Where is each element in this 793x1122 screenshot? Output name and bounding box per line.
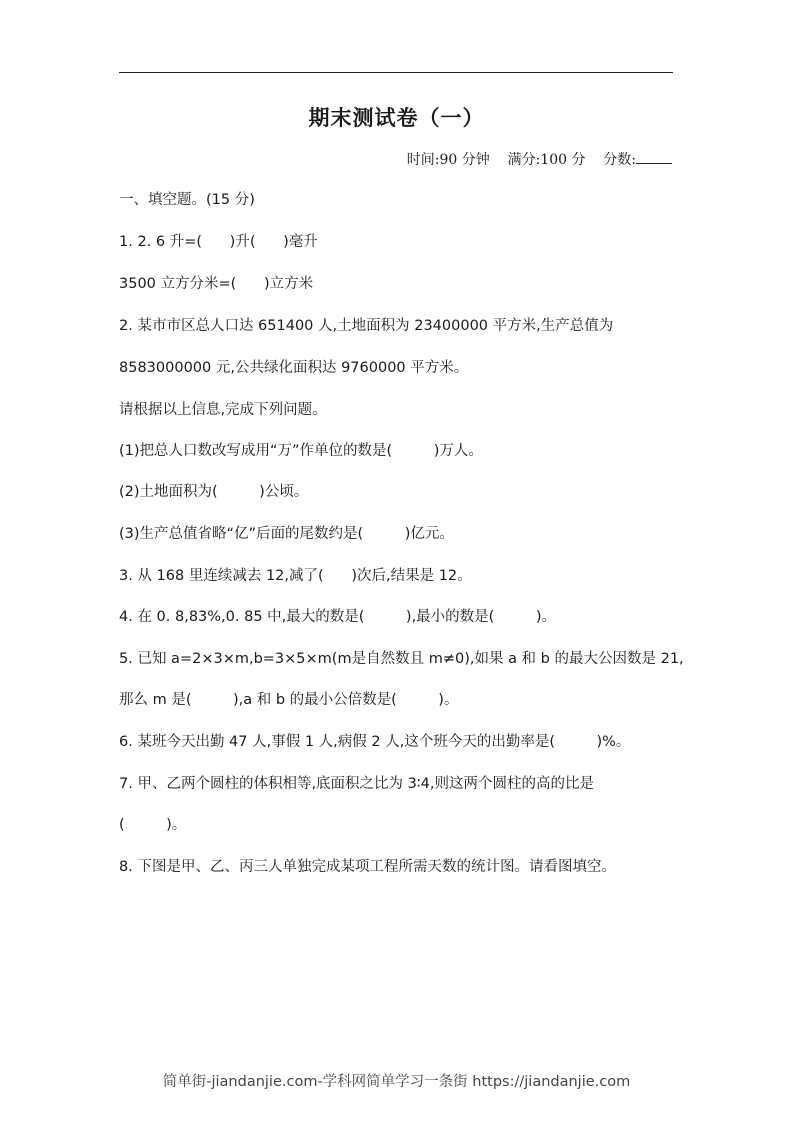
question-line: 5. 已知 a=2×3×m,b=3×5×m(m是自然数且 m≠0),如果 a 和 b 的最大公因数是 21, [119,651,684,667]
full-score: 满分:100 分 [507,152,586,168]
question-line: (3)生产总值省略“亿”后面的尾数约是( )亿元。 [119,526,454,542]
question-line: 2. 某市市区总人口达 651400 人,土地面积为 23400000 平方米,生产总值为 [119,318,614,334]
footer-watermark: 简单街-jiandanjie.com-学科网简单学习一条街 https://jiandanjie.com [162,1074,631,1090]
question-line: 7. 甲、乙两个圆柱的体积相等,底面积之比为 3∶4,则这两个圆柱的高的比是 [119,776,594,792]
question-line: (2)土地面积为( )公顷。 [119,484,309,500]
question-line: 6. 某班今天出勤 47 人,事假 1 人,病假 2 人,这个班今天的出勤率是( )%。 [119,734,631,750]
time-limit: 时间:90 分钟 [406,152,490,168]
score-label: 分数: [603,152,636,168]
question-line: 3. 从 168 里连续减去 12,减了( )次后,结果是 12。 [119,568,472,584]
question-line: 8. 下图是甲、乙、丙三人单独完成某项工程所需天数的统计图。请看图填空。 [119,859,616,875]
section-heading: 一、填空题。(15 分) [119,192,255,208]
question-line: ( )。 [119,817,187,833]
question-line: 1. 2. 6 升=( )升( )毫升 [119,234,318,250]
score-blank [636,149,672,164]
question-line: 那么 m 是( ),a 和 b 的最小公倍数是( )。 [119,692,459,708]
header-rule [119,72,673,73]
exam-meta [407,149,672,169]
question-line: 请根据以上信息,完成下列问题。 [119,402,327,418]
page-title: 期末测试卷（一） [308,106,485,130]
question-line: 3500 立方分米=( )立方米 [119,276,314,292]
question-line: 8583000000 元,公共绿化面积达 9760000 平方米。 [119,360,469,376]
question-line: (1)把总人口数改写成用“万”作单位的数是( )万人。 [119,443,483,459]
question-line: 4. 在 0. 8,83%,0. 85 中,最大的数是( ),最小的数是( )。 [119,609,556,625]
